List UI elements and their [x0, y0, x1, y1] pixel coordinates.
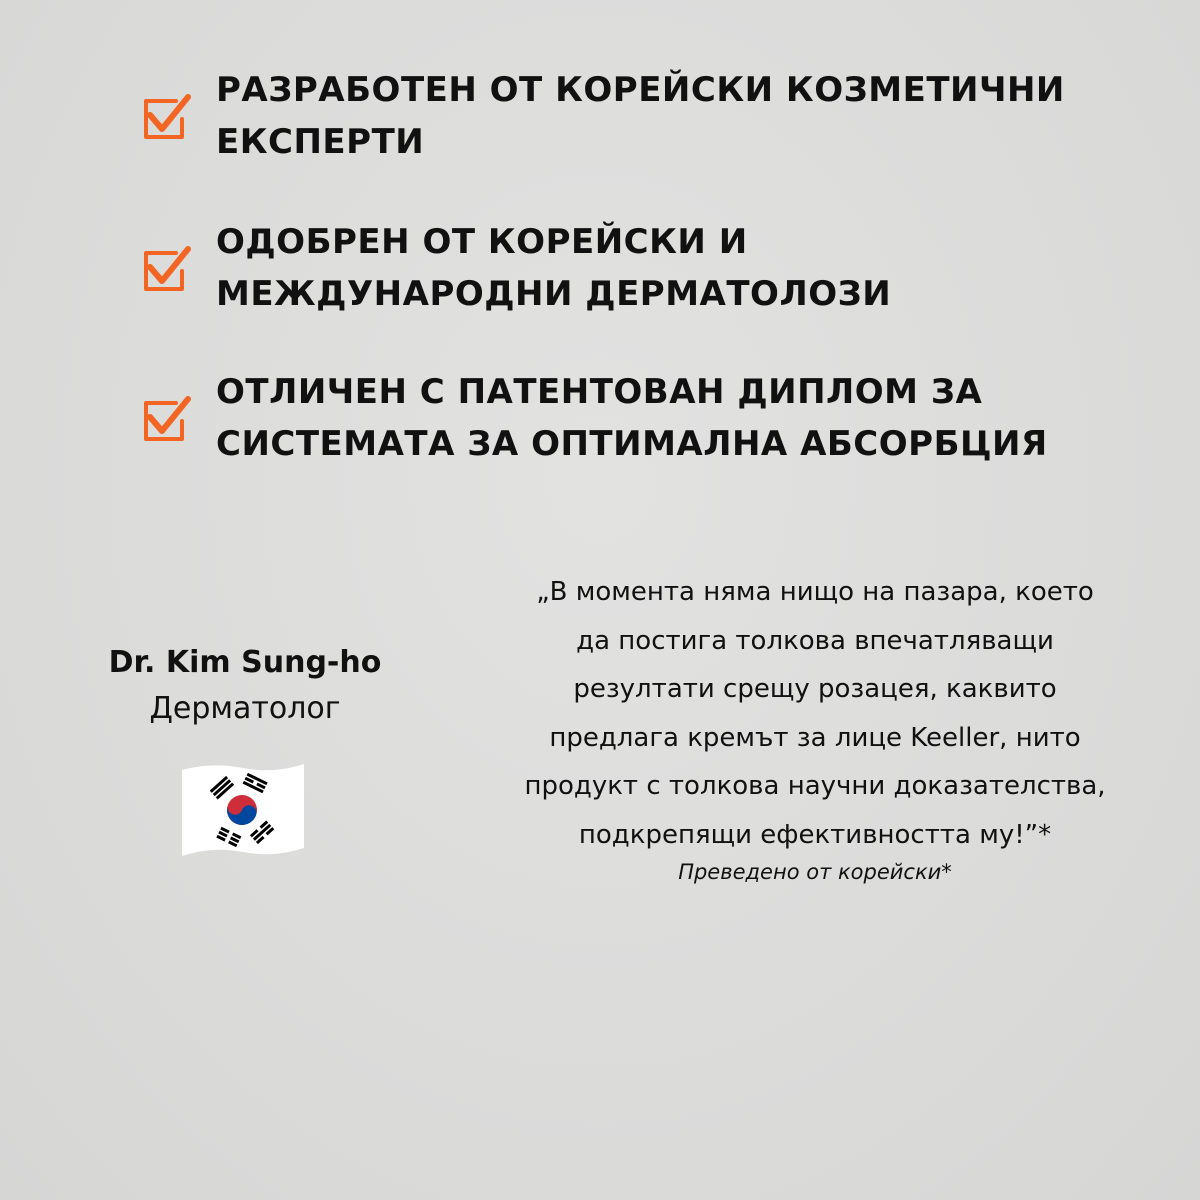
benefit-text: ОТЛИЧЕН С ПАТЕНТОВАН ДИПЛОМ ЗА СИСТЕМАТА ЗА ОПТИМАЛНА АБСОРБЦИЯ: [216, 372, 1048, 464]
south-korea-flag-icon: [180, 760, 306, 860]
doctor-info: [60, 640, 430, 732]
testimonial-quote: [470, 568, 1160, 887]
benefit-item: [138, 366, 1178, 470]
benefit-text: ОДОБРЕН ОТ КОРЕЙСКИ И МЕЖДУНАРОДНИ ДЕРМАТОЛОЗИ: [216, 222, 892, 314]
doctor-role: Дерматолог: [149, 691, 341, 726]
benefits-list: [138, 64, 1178, 518]
translation-note: Преведено от корейски*: [678, 860, 952, 884]
checkbox-check-icon: [138, 393, 192, 447]
benefit-text: РАЗРАБОТЕН ОТ КОРЕЙСКИ КОЗМЕТИЧНИ ЕКСПЕРТИ: [216, 70, 1065, 162]
benefit-item: [138, 64, 1178, 168]
doctor-name: Dr. Kim Sung-ho: [108, 645, 382, 680]
quote-text: „В момента няма нищо на пазара, което да постига толкова впечатляващи резултати срещу розацея, каквито предлага кремът за лице Keeller, нито продукт с толкова научни доказателства, подкрепящи ефективността му!”*: [524, 577, 1106, 850]
benefit-item: [138, 216, 1178, 320]
checkbox-check-icon: [138, 91, 192, 145]
checkbox-check-icon: [138, 243, 192, 297]
